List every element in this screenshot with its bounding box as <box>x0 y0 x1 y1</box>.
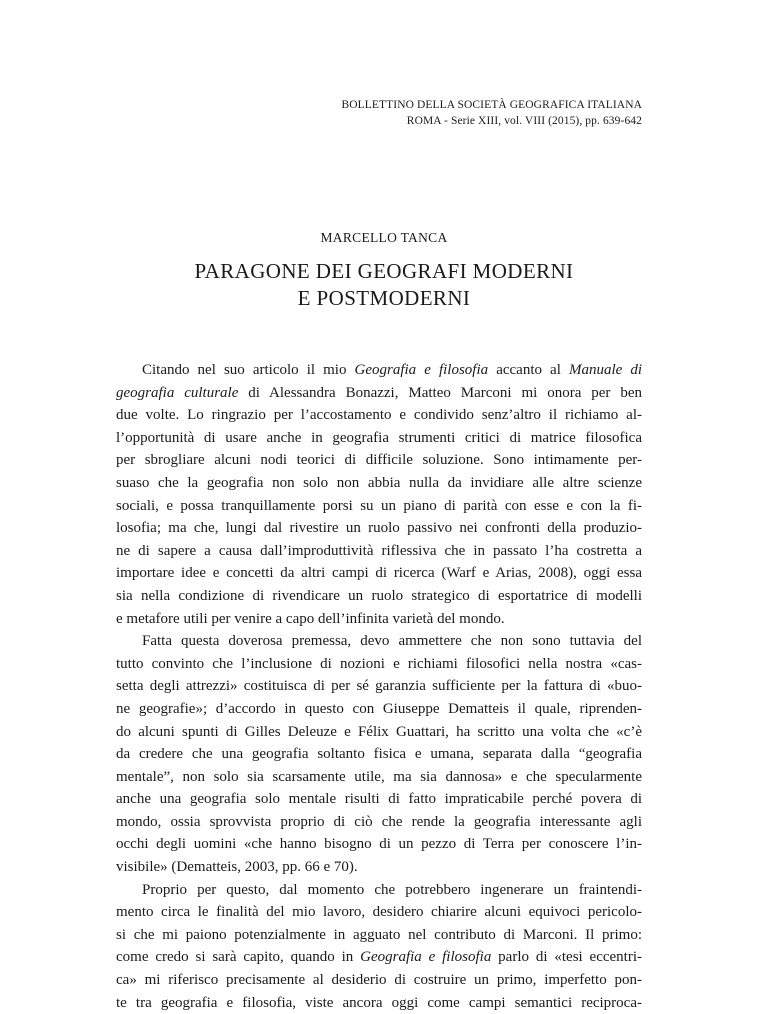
italic-title: Geografia e filosofia <box>360 949 492 966</box>
text-run: te tra geografia e filosofia, viste ancora oggi come campi semantici reciproca- <box>116 994 642 1011</box>
article-title-line-2: E POSTMODERNI <box>297 286 471 310</box>
italic-title: Manuale di <box>568 362 643 378</box>
text-line <box>116 946 642 969</box>
text-run: suaso che la geografia non solo non abbia nulla da invidiare alle altre scienze <box>116 474 642 491</box>
text-run: due volte. Lo ringrazio per l’accostamento e condivido senz’altro il richiamo al- <box>116 407 642 424</box>
text-line <box>116 743 642 766</box>
text-run: per sbrogliare alcuni nodi teorici di difficile soluzione. Sono intimamente per- <box>116 452 642 469</box>
text-line <box>116 698 642 721</box>
text-run: visibile» (Dematteis, 2003, pp. 66 e 70). <box>116 859 358 876</box>
text-line <box>116 653 642 676</box>
text-line <box>116 449 642 472</box>
text-line <box>116 788 642 811</box>
text-run: parlo di «tesi eccentri- <box>491 949 643 966</box>
text-line <box>116 833 642 856</box>
text-run: do alcuni spunti di Gilles Deleuze e Félix Guattari, ha scritto una volta che «c’è <box>116 723 642 740</box>
text-run: Proprio per questo, dal momento che potrebbero ingenerare un fraintendi- <box>142 881 642 898</box>
text-run: da credere che una geografia soltanto fisica e umana, separata dalla “geografia <box>116 746 642 763</box>
text-line <box>116 562 642 585</box>
text-run: l’opportunità di usare anche in geografia strumenti critici di matrice filosofica <box>116 429 642 446</box>
text-run: Citando nel suo articolo il mio <box>142 362 355 378</box>
text-run: sociali, e possa tranquillamente porsi su un piano di parità con esse e con la fi- <box>116 497 642 514</box>
article-title <box>0 258 768 312</box>
running-head <box>341 97 642 129</box>
text-run: mento circa le finalità del mio lavoro, desidero chiarire alcuni equivoci pericolo- <box>116 904 642 921</box>
text-run: accanto al <box>488 362 569 378</box>
text-run: sia nella condizione di rivendicare un ruolo strategico di esportatrice di modelli <box>116 587 642 604</box>
paragraph <box>116 359 642 630</box>
text-run: anche una geografia solo mentale risulti di fatto impraticabile perché povera di <box>116 791 642 808</box>
text-run: mondo, ossia sprovvista proprio di ciò che rende la geografia interessante agli <box>116 813 642 830</box>
text-run: di Alessandra Bonazzi, Matteo Marconi mi onora per ben <box>238 384 642 401</box>
article-body <box>116 359 642 1014</box>
italic-title: geografia culturale <box>116 384 239 401</box>
journal-name: BOLLETTINO DELLA SOCIETÀ GEOGRAFICA ITALIANA <box>341 99 642 111</box>
text-run: ca» mi riferisco precisamente al desiderio di costruire un primo, imperfetto pon- <box>116 972 642 989</box>
text-line <box>116 359 642 382</box>
text-line <box>116 382 642 405</box>
text-line <box>116 517 642 540</box>
text-line <box>116 721 642 744</box>
text-run: Fatta questa doverosa premessa, devo ammettere che non sono tuttavia del <box>142 633 642 650</box>
text-line <box>116 675 642 698</box>
article-title-line-1: PARAGONE DEI GEOGRAFI MODERNI <box>194 259 574 283</box>
text-run: si che mi paiono potenzialmente in agguato nel contributo di Marconi. Il primo: <box>116 926 642 943</box>
text-run: come credo si sarà capito, quando in <box>116 949 361 966</box>
text-run: importare idee e concetti da altri campi di ricerca (Warf e Arias, 2008), oggi essa <box>116 565 642 582</box>
text-line <box>116 879 642 902</box>
text-run: mentale”, non solo sia scarsamente utile, ma sia dannosa» e che specularmente <box>116 768 642 785</box>
text-line <box>116 608 642 631</box>
text-line <box>116 766 642 789</box>
journal-citation: ROMA - Serie XIII, vol. VIII (2015), pp. 639-642 <box>406 115 642 127</box>
text-line <box>116 472 642 495</box>
text-line <box>116 901 642 924</box>
text-run: tutto convinto che l’inclusione di nozioni e richiami filosofici nella nostra «cas- <box>116 655 642 672</box>
text-line <box>116 811 642 834</box>
text-line <box>116 404 642 427</box>
text-run: ne geografie»; d’accordo in questo con Giuseppe Dematteis il quale, riprenden- <box>116 700 642 717</box>
text-line <box>116 969 642 992</box>
text-run: losofia; ma che, lungi dal rivestire un ruolo passivo nei confronti della produzio- <box>116 520 642 537</box>
text-line <box>116 630 642 653</box>
text-line <box>116 992 642 1014</box>
text-line <box>116 540 642 563</box>
text-line <box>116 856 642 879</box>
author-name: MARCELLO TANCA <box>320 230 448 245</box>
text-run: occhi degli uomini «che hanno bisogno di un pezzo di Terra per conoscere l’in- <box>116 836 642 853</box>
text-line <box>116 924 642 947</box>
text-run: e metafore utili per venire a capo dell’infinita varietà del mondo. <box>116 610 505 627</box>
text-line <box>116 585 642 608</box>
text-line <box>116 495 642 518</box>
italic-title: Geografia e filosofia <box>354 362 489 378</box>
text-line <box>116 427 642 450</box>
paragraph <box>116 630 642 879</box>
text-run: ne di sapere a causa dall’improduttività riflessiva che in passato l’ha costretta a <box>116 542 642 559</box>
text-run: setta degli attrezzi» costituisca di per sé garanzia sufficiente per la fattura di «buo- <box>116 678 642 695</box>
